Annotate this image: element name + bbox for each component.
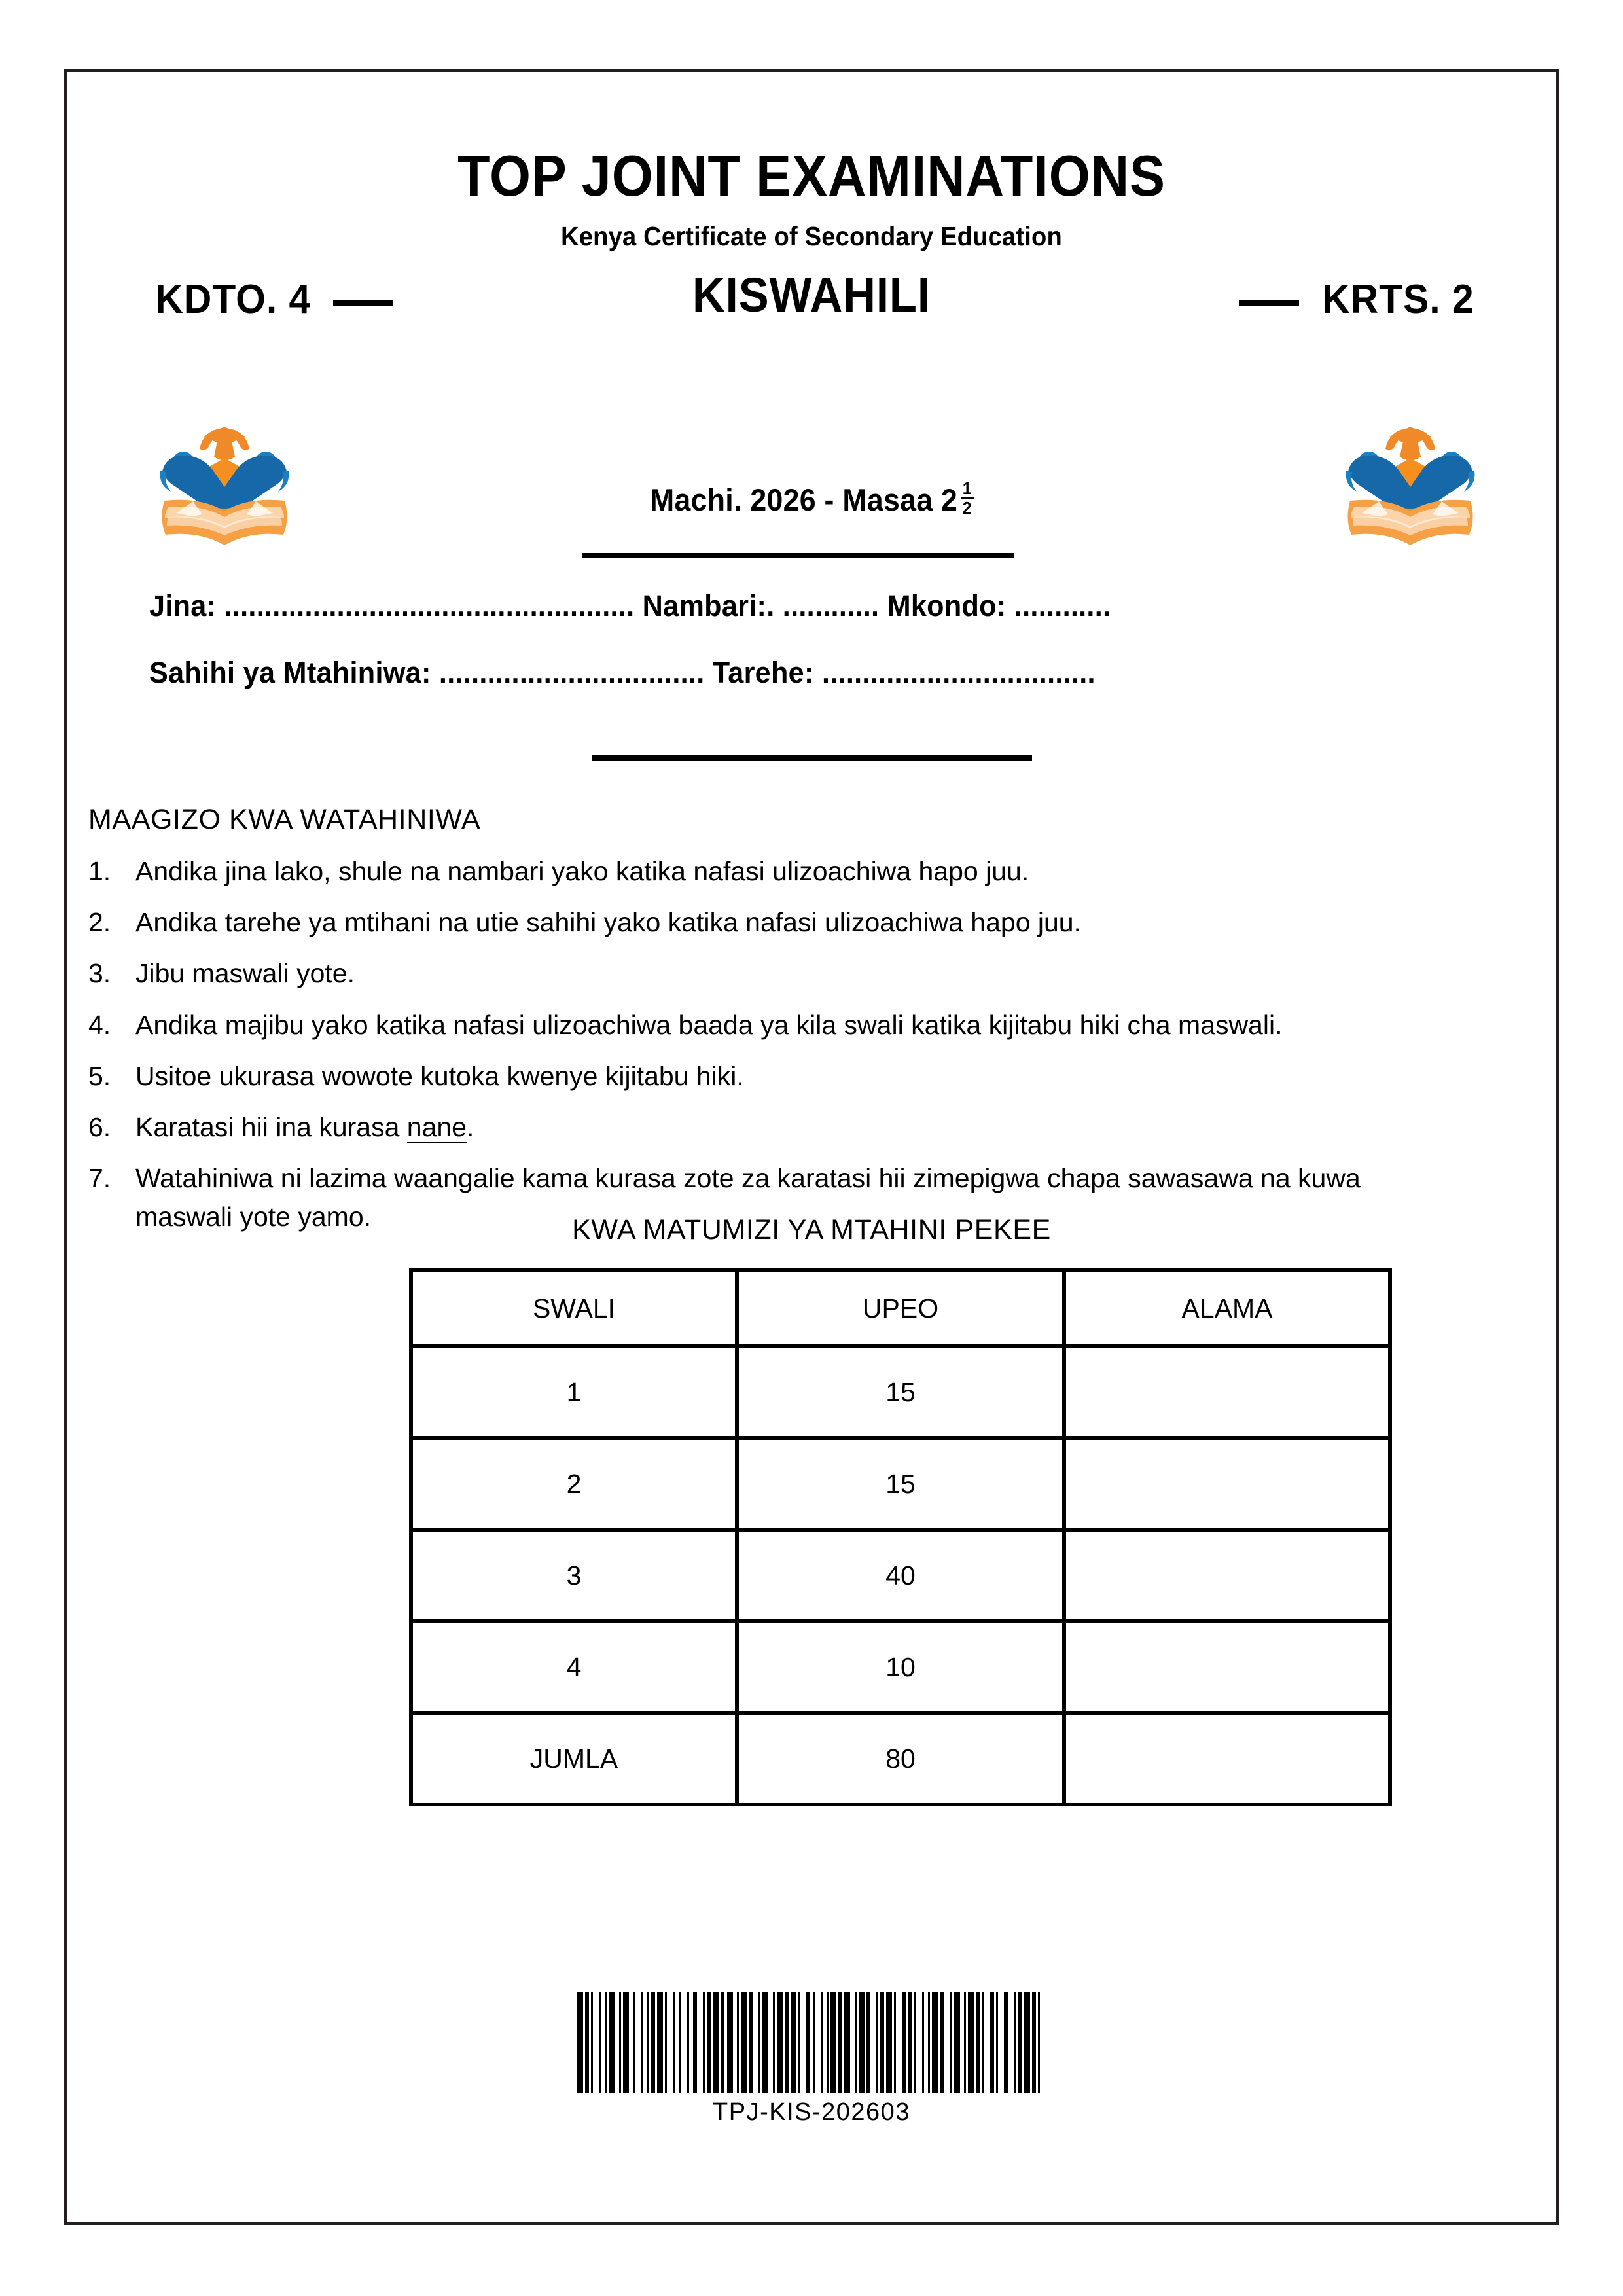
examination-logo-right <box>1338 415 1482 546</box>
candidate-details-section <box>149 589 1478 690</box>
cell-question-number: 1 <box>411 1346 737 1438</box>
candidate-signature-date-line[interactable]: Sahihi ya Mtahiniwa: ................................. Tarehe: .................................. <box>149 656 1096 689</box>
table-row-total <box>411 1713 1390 1804</box>
list-item <box>88 903 1457 941</box>
fraction-denominator: 2 <box>961 497 974 517</box>
list-item <box>88 954 1457 992</box>
candidate-name-number-stream-line[interactable]: Jina: ................................................... Nambari:. ............ Mkondo: ............ <box>149 589 1111 622</box>
list-item <box>88 1006 1457 1044</box>
instruction-text: Andika jina lako, shule na nambari yako katika nafasi ulizoachiwa hapo juu. <box>135 856 1029 886</box>
table-row <box>411 1530 1390 1621</box>
subject-name: KISWAHILI <box>692 268 931 322</box>
instruction-text: Karatasi hii ina kurasa nane. <box>135 1112 474 1143</box>
examiner-marks-table <box>409 1268 1392 1806</box>
cell-awarded-marks[interactable] <box>1064 1530 1390 1621</box>
column-header-alama: ALAMA <box>1064 1270 1390 1346</box>
instruction-number: 3. <box>88 958 111 989</box>
instruction-number: 1. <box>88 856 111 886</box>
cell-max-marks: 40 <box>737 1530 1064 1621</box>
cell-question-number: 3 <box>411 1530 737 1621</box>
instruction-text: Andika tarehe ya mtihani na utie sahihi yako katika nafasi ulizoachiwa hapo juu. <box>135 907 1081 938</box>
cell-question-number: 4 <box>411 1621 737 1713</box>
instruction-text: Usitoe ukurasa wowote kutoka kwenye kijitabu hiki. <box>135 1060 744 1091</box>
page-title: TOP JOINT EXAMINATIONS <box>457 143 1166 208</box>
cell-awarded-marks[interactable] <box>1064 1346 1390 1438</box>
table-header-row <box>411 1270 1390 1346</box>
cell-total-awarded-marks[interactable] <box>1064 1713 1390 1804</box>
cell-question-number: 2 <box>411 1438 737 1530</box>
duration-fraction <box>961 480 974 516</box>
table-row <box>411 1621 1390 1713</box>
instruction-number: 2. <box>88 907 111 938</box>
column-header-swali: SWALI <box>411 1270 737 1346</box>
list-item <box>88 852 1457 890</box>
marks-table-caption: KWA MATUMIZI YA MTAHINI PEKEE <box>572 1214 1051 1246</box>
exam-date-duration <box>67 478 1556 518</box>
table-row <box>411 1346 1390 1438</box>
paper-right-code: KRTS. 2 <box>1322 277 1474 322</box>
instructions-list <box>88 852 1457 1249</box>
horizontal-rule-top <box>582 553 1014 558</box>
examination-logo-left <box>152 415 296 546</box>
column-header-upeo: UPEO <box>737 1270 1064 1346</box>
instruction-text: Andika majibu yako katika nafasi ulizoachiwa baada ya kila swali katika kijitabu hiki cha maswali. <box>135 1009 1283 1040</box>
exam-subtitle: Kenya Certificate of Secondary Education <box>560 221 1063 251</box>
list-item <box>88 1108 1457 1146</box>
page-border <box>64 69 1559 2225</box>
instruction-text: Watahiniwa ni lazima waangalie kama kurasa zote za karatasi hii zimepigwa chapa sawasawa na kuwa maswali yote yamo. <box>135 1163 1361 1232</box>
instruction-number: 6. <box>88 1112 111 1143</box>
cell-total-max-marks: 80 <box>737 1713 1064 1804</box>
cell-max-marks: 15 <box>737 1438 1064 1530</box>
instructions-heading: MAAGIZO KWA WATAHINIWA <box>88 804 481 835</box>
barcode-image <box>577 1992 1046 2093</box>
instruction-number: 4. <box>88 1009 111 1040</box>
paper-identification-row <box>67 262 1556 347</box>
cell-awarded-marks[interactable] <box>1064 1438 1390 1530</box>
instruction-text: Jibu maswali yote. <box>135 958 355 989</box>
exam-date-text: Machi. 2026 - Masaa 2 <box>649 482 957 517</box>
cell-max-marks: 15 <box>737 1346 1064 1438</box>
list-item <box>88 1057 1457 1095</box>
cell-total-label: JUMLA <box>411 1713 737 1804</box>
dash-separator-right-icon <box>1239 300 1299 306</box>
table-row <box>411 1438 1390 1530</box>
instruction-number: 7. <box>88 1163 111 1194</box>
barcode-label: TPJ-KIS-202603 <box>713 2098 910 2126</box>
barcode-section <box>67 1983 1556 2126</box>
cell-awarded-marks[interactable] <box>1064 1621 1390 1713</box>
horizontal-rule-bottom <box>592 755 1032 761</box>
cell-max-marks: 10 <box>737 1621 1064 1713</box>
paper-left-code: KDTO. 4 <box>155 277 312 322</box>
instruction-number: 5. <box>88 1060 111 1091</box>
fraction-numerator: 1 <box>962 478 972 498</box>
